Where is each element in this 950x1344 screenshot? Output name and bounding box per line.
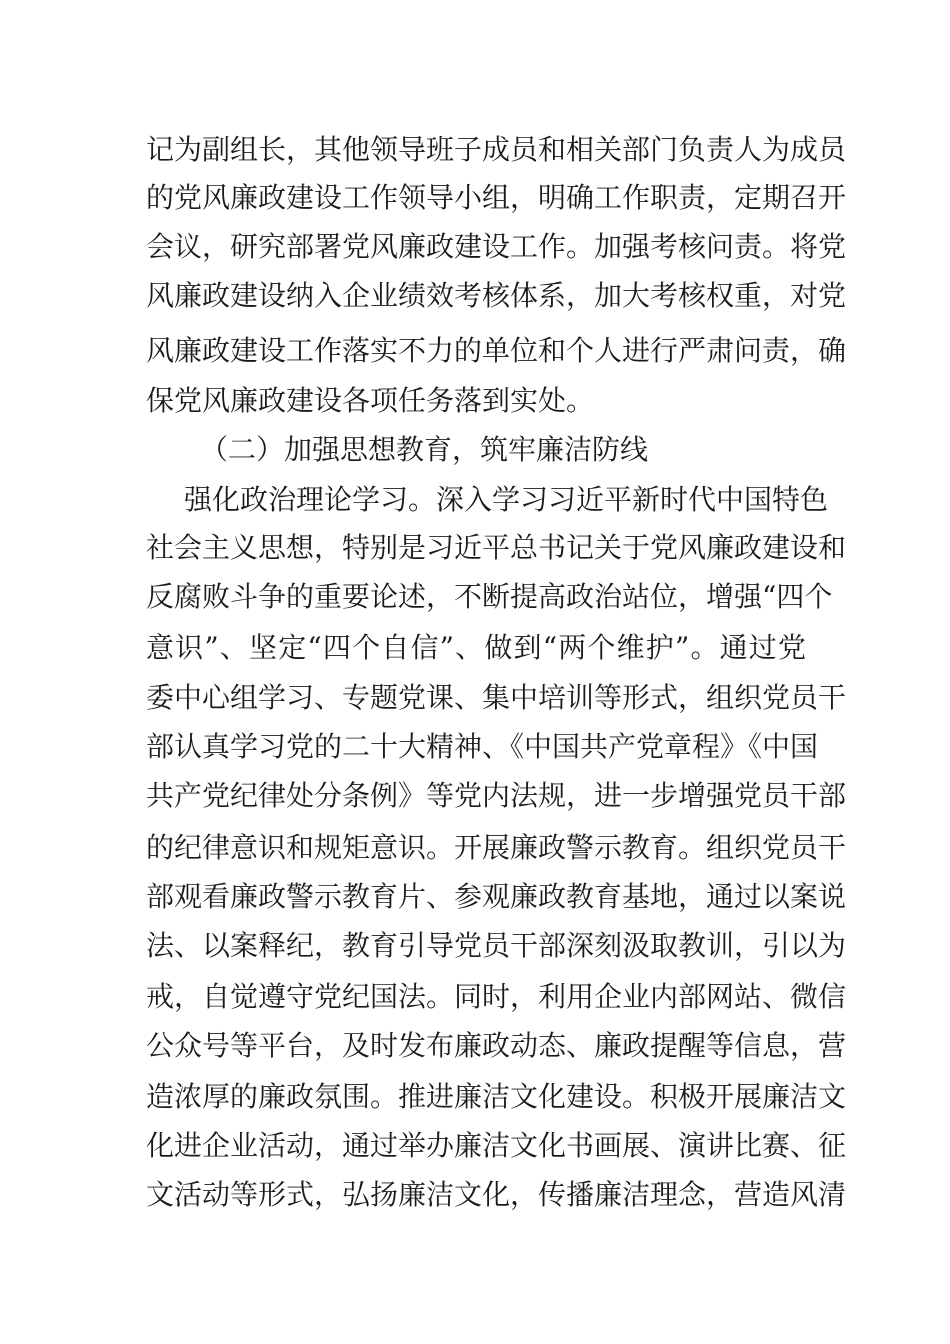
text-line: 记为副组长，其他领导班子成员和相关部门负责人为成员 (146, 133, 847, 166)
text-line: 共产党纪律处分条例》等党内法规，进一步增强党员干部 (146, 779, 847, 812)
text-line: 法、以案释纪，教育引导党员干部深刻汲取教训，引以为 (146, 929, 847, 962)
section-heading: （二）加强思想教育，筑牢廉洁防线 (200, 433, 649, 466)
text-line: 部观看廉政警示教育片、参观廉政教育基地，通过以案说 (146, 880, 847, 913)
text-line: 风廉政建设纳入企业绩效考核体系，加大考核权重，对党 (146, 279, 847, 312)
text-line: 反腐败斗争的重要论述，不断提高政治站位，增强“四个 (146, 580, 833, 613)
text-line: 文活动等形式，弘扬廉洁文化，传播廉洁理念，营造风清 (146, 1178, 847, 1211)
text-line: 强化政治理论学习。深入学习习近平新时代中国特色 (184, 483, 829, 516)
text-line: 造浓厚的廉政氛围。推进廉洁文化建设。积极开展廉洁文 (146, 1080, 847, 1113)
text-line: 化进企业活动，通过举办廉洁文化书画展、演讲比赛、征 (146, 1129, 847, 1162)
text-line: 的党风廉政建设工作领导小组，明确工作职责，定期召开 (146, 181, 847, 214)
text-line: 公众号等平台，及时发布廉政动态、廉政提醒等信息，营 (146, 1029, 847, 1062)
text-line: 风廉政建设工作落实不力的单位和个人进行严肃问责，确 (146, 334, 847, 367)
text-line: 社会主义思想，特别是习近平总书记关于党风廉政建设和 (146, 531, 847, 564)
text-line: 的纪律意识和规矩意识。开展廉政警示教育。组织党员干 (146, 831, 847, 864)
text-line: 戒，自觉遵守党纪国法。同时，利用企业内部网站、微信 (146, 980, 847, 1013)
text-line: 会议，研究部署党风廉政建设工作。加强考核问责。将党 (146, 230, 847, 263)
text-line: 部认真学习党的二十大精神、《中国共产党章程》《中国 (146, 730, 819, 763)
text-line: 保党风廉政建设各项任务落到实处。 (146, 384, 595, 417)
text-line: 委中心组学习、专题党课、集中培训等形式，组织党员干 (146, 681, 847, 714)
text-line: 意识”、坚定“四个自信”、做到“两个维护”。通过党 (146, 631, 806, 664)
